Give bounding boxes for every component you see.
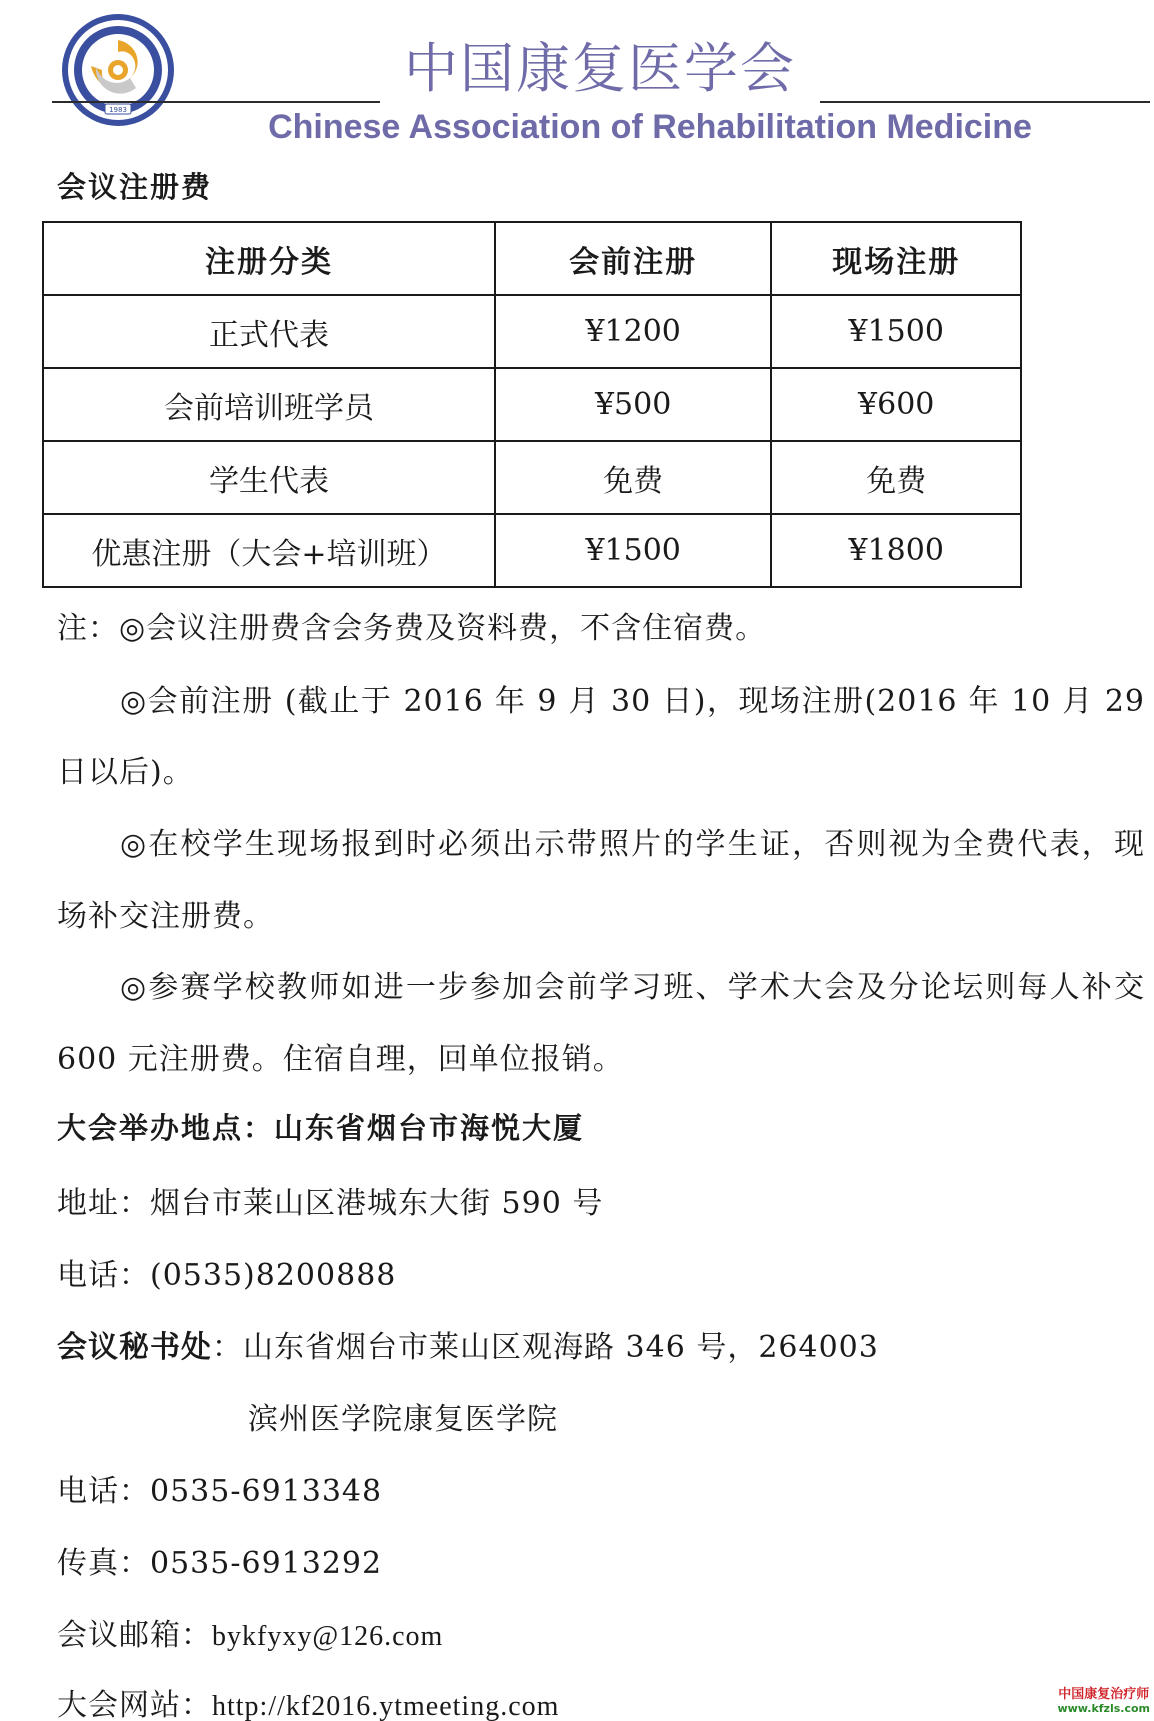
venue-phone: 电话：(0535)8200888 — [57, 1258, 397, 1293]
fees-title: 会议注册费 — [57, 170, 213, 204]
secretariat-phone: 电话：0535-6913348 — [57, 1474, 383, 1509]
row-pre-fee: ¥1500 — [495, 514, 772, 587]
row-pre-fee: 免费 — [495, 441, 772, 514]
watermark-title: 中国康复治疗师 — [1058, 1687, 1150, 1702]
row-category: 优惠注册（大会+培训班） — [43, 514, 495, 587]
website-line — [57, 1680, 559, 1721]
watermark-url: www.kfzls.com — [1057, 1702, 1150, 1715]
table-row — [43, 295, 1021, 368]
table-row — [43, 368, 1021, 441]
row-onsite-fee: ¥1500 — [771, 295, 1021, 368]
fee-table — [42, 221, 1022, 588]
email-label: 会议邮箱： — [57, 1618, 212, 1653]
note-1: 注：◎会议注册费含会务费及资料费，不含住宿费。 — [57, 611, 767, 646]
table-row — [43, 441, 1021, 514]
secretariat-label: 会议秘书处 — [57, 1330, 212, 1365]
row-onsite-fee: ¥600 — [771, 368, 1021, 441]
website-link[interactable]: http://kf2016.ytmeeting.com — [212, 1691, 560, 1721]
association-name-cn: 中国康复医学会 — [380, 26, 820, 103]
note-4-line-2: 600 元注册费。住宿自理，回单位报销。 — [57, 1042, 624, 1077]
note-3-line-1: ◎在校学生现场报到时必须出示带照片的学生证，否则视为全费代表，现 — [120, 827, 1145, 862]
association-logo — [56, 8, 180, 132]
svg-text:1983: 1983 — [109, 106, 127, 114]
site-watermark — [1057, 1688, 1150, 1716]
row-category: 会前培训班学员 — [43, 368, 495, 441]
row-pre-fee: ¥1200 — [495, 295, 772, 368]
column-header-category: 注册分类 — [43, 222, 495, 295]
secretariat-org: 滨州医学院康复医学院 — [248, 1402, 558, 1437]
table-header-row — [43, 222, 1021, 295]
email-address[interactable]: bykfyxy@126.com — [212, 1621, 444, 1652]
column-header-onsite: 现场注册 — [771, 222, 1021, 295]
table-row — [43, 514, 1021, 587]
website-label: 大会网站： — [57, 1688, 212, 1721]
note-2-line-1: ◎会前注册 (截止于 2016 年 9 月 30 日)，现场注册(2016 年 10 月 29 — [120, 684, 1145, 719]
venue-title: 大会举办地点：山东省烟台市海悦大厦 — [57, 1111, 585, 1145]
row-pre-fee: ¥500 — [495, 368, 772, 441]
association-name-en: Chinese Association of Rehabilitation Medicine — [268, 108, 1032, 146]
secretariat-line — [57, 1322, 879, 1366]
secretariat-fax: 传真：0535-6913292 — [57, 1546, 383, 1581]
venue-address: 地址：烟台市莱山区港城东大街 590 号 — [57, 1186, 604, 1221]
row-category: 正式代表 — [43, 295, 495, 368]
note-2-line-2: 日以后)。 — [57, 755, 194, 790]
column-header-pre: 会前注册 — [495, 222, 772, 295]
email-line — [57, 1610, 443, 1654]
row-onsite-fee: 免费 — [771, 441, 1021, 514]
row-onsite-fee: ¥1800 — [771, 514, 1021, 587]
row-category: 学生代表 — [43, 441, 495, 514]
note-3-line-2: 场补交注册费。 — [57, 899, 274, 934]
note-4-line-1: ◎参赛学校教师如进一步参加会前学习班、学术大会及分论坛则每人补交 — [120, 970, 1145, 1005]
secretariat-address: ：山东省烟台市莱山区观海路 346 号，264003 — [212, 1330, 879, 1365]
